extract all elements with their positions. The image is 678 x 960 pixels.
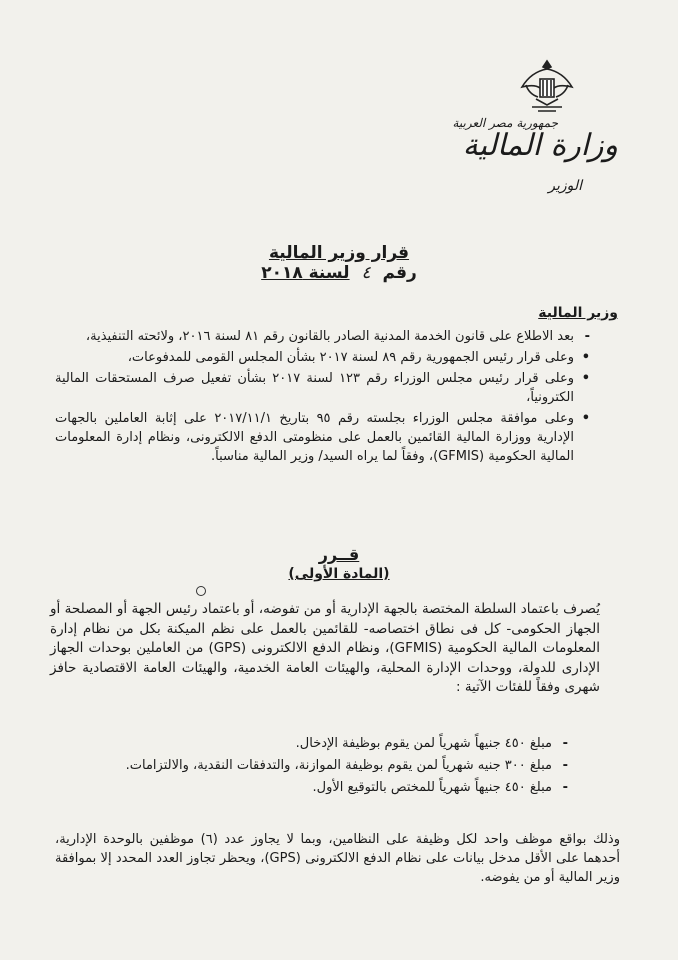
preamble-item: - بعد الاطلاع على قانون الخدمة المدنية الصادر بالقانون رقم ٨١ لسنة ٢٠١٦، ولائحته التنفيذية، bbox=[55, 327, 590, 346]
decree-number: ٤ bbox=[361, 263, 371, 283]
article-title: (المادة الأولى) bbox=[288, 566, 390, 582]
decree-heading: قــرر bbox=[318, 545, 360, 564]
article-body: يُصرف باعتماد السلطة المختصة بالجهة الإدارية أو من تفوضه، أو باعتماد رئيس الجهة أو المصلحة أو الجهاز الحكومى- كل فى نطاق اختصاصه- للقائمين بالعمل على نظم الميكنة بكل من نظام إدارة المعلومات المالية الحكومية (GFMIS)، ونظام الدفع الالكترونى (GPS) من العاملين بوحدات الجهاز الإدارى للدولة، ووحدات الإدارة المحلية، والهيئات العامة الخدمية، والهيئات العامة الاقتصادية حافز شهرى وفقاً للفئات الآتية : bbox=[50, 601, 601, 695]
decree-title: قرار وزير المالية bbox=[268, 243, 410, 263]
decree-year: لسنة ٢٠١٨ bbox=[261, 263, 350, 283]
ministry-name: وزارة المالية bbox=[462, 128, 618, 163]
decree-number-line bbox=[0, 263, 678, 283]
incentive-item: - مبلغ ٣٠٠ جنيه شهرياً لمن يقوم بوظيفة الموازنة، والتدفقات النقدية، والالتزامات. bbox=[50, 757, 570, 775]
incentive-item: - مبلغ ٤٥٠ جنيهاً شهرياً لمن يقوم بوظيفة الإدخال. bbox=[50, 735, 570, 753]
preamble-item: • وعلى موافقة مجلس الوزراء بجلسته رقم ٩٥ بتاريخ ٢٠١٧/١١/١ على إثابة العاملين بالجهات الإدارية ووزارة المالية القائمين بالعمل على منظومتى الدفع الالكترونى، ونظام إدارة المعلومات المالية الحكومية (GFMIS)، وفقاً لما يراه السيد/ وزير المالية مناسباً. bbox=[55, 409, 590, 466]
preamble-list bbox=[55, 327, 590, 468]
eagle-emblem-icon bbox=[518, 55, 576, 117]
circle-mark bbox=[196, 586, 206, 596]
preamble-item: • وعلى قرار رئيس مجلس الوزراء رقم ١٢٣ لسنة ٢٠١٧ بشأن تفعيل صرف المستحقات المالية الكترونياً، bbox=[55, 369, 590, 407]
issuer-label: وزير المالية bbox=[538, 305, 618, 321]
incentive-item: - مبلغ ٤٥٠ جنيهاً شهرياً للمختص بالتوقيع الأول. bbox=[50, 779, 570, 797]
number-prefix: رقم bbox=[382, 263, 417, 283]
incentive-list bbox=[50, 735, 570, 801]
minister-title: الوزير bbox=[548, 178, 582, 194]
closing-paragraph: وذلك بواقع موظف واحد لكل وظيفة على النظامين، وبما لا يجاوز عدد (٦) موظفين بالوحدة الإدارية، أحدهما على الأقل مدخل بيانات على نظام الدفع الالكترونى (GPS)، ويحظر تجاوز العدد المحدد إلا بموافقة وزير المالية أو من يفوضه. bbox=[55, 832, 621, 885]
preamble-item: • وعلى قرار رئيس الجمهورية رقم ٨٩ لسنة ٢٠١٧ بشأن المجلس القومى للمدفوعات، bbox=[55, 348, 590, 367]
country-name: جمهورية مصر العربية bbox=[452, 116, 558, 130]
